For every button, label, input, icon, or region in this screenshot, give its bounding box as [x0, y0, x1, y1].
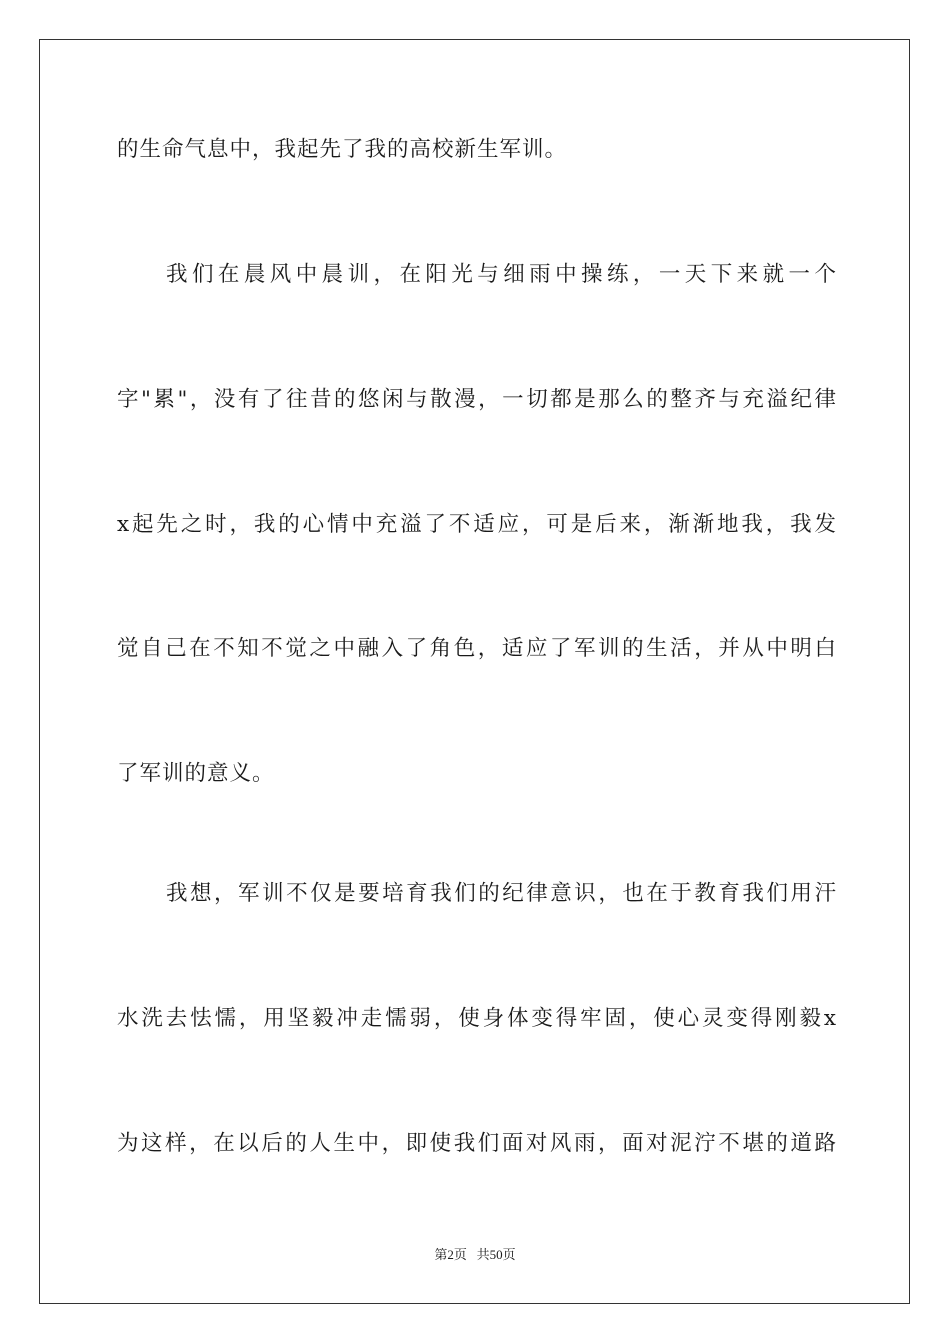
- page-border: [39, 39, 910, 1304]
- text-line: 字"累"，没有了往昔的悠闲与散漫，一切都是那么的整齐与充溢纪律: [117, 387, 837, 412]
- text-line: 我们在晨风中晨训，在阳光与细雨中操练，一天下来就一个: [166, 262, 837, 287]
- text-line: 水洗去怯懦，用坚毅冲走懦弱，使身体变得牢固，使心灵变得刚毅x: [117, 1006, 837, 1031]
- text-line: 我想，军训不仅是要培育我们的纪律意识，也在于教育我们用汗: [166, 881, 837, 906]
- page-footer: [0, 1244, 950, 1263]
- text-line: 觉自己在不知不觉之中融入了角色，适应了军训的生活，并从中明白: [117, 636, 837, 661]
- page-number: 第2页: [434, 1247, 467, 1262]
- text-line: 了军训的意义。: [117, 761, 275, 786]
- text-line: x起先之时，我的心情中充溢了不适应，可是后来，渐渐地我，我发: [117, 512, 837, 537]
- text-line: 为这样，在以后的人生中，即使我们面对风雨，面对泥泞不堪的道路: [117, 1131, 837, 1156]
- page-total: 共50页: [476, 1247, 516, 1262]
- text-line: 的生命气息中，我起先了我的高校新生军训。: [117, 137, 568, 162]
